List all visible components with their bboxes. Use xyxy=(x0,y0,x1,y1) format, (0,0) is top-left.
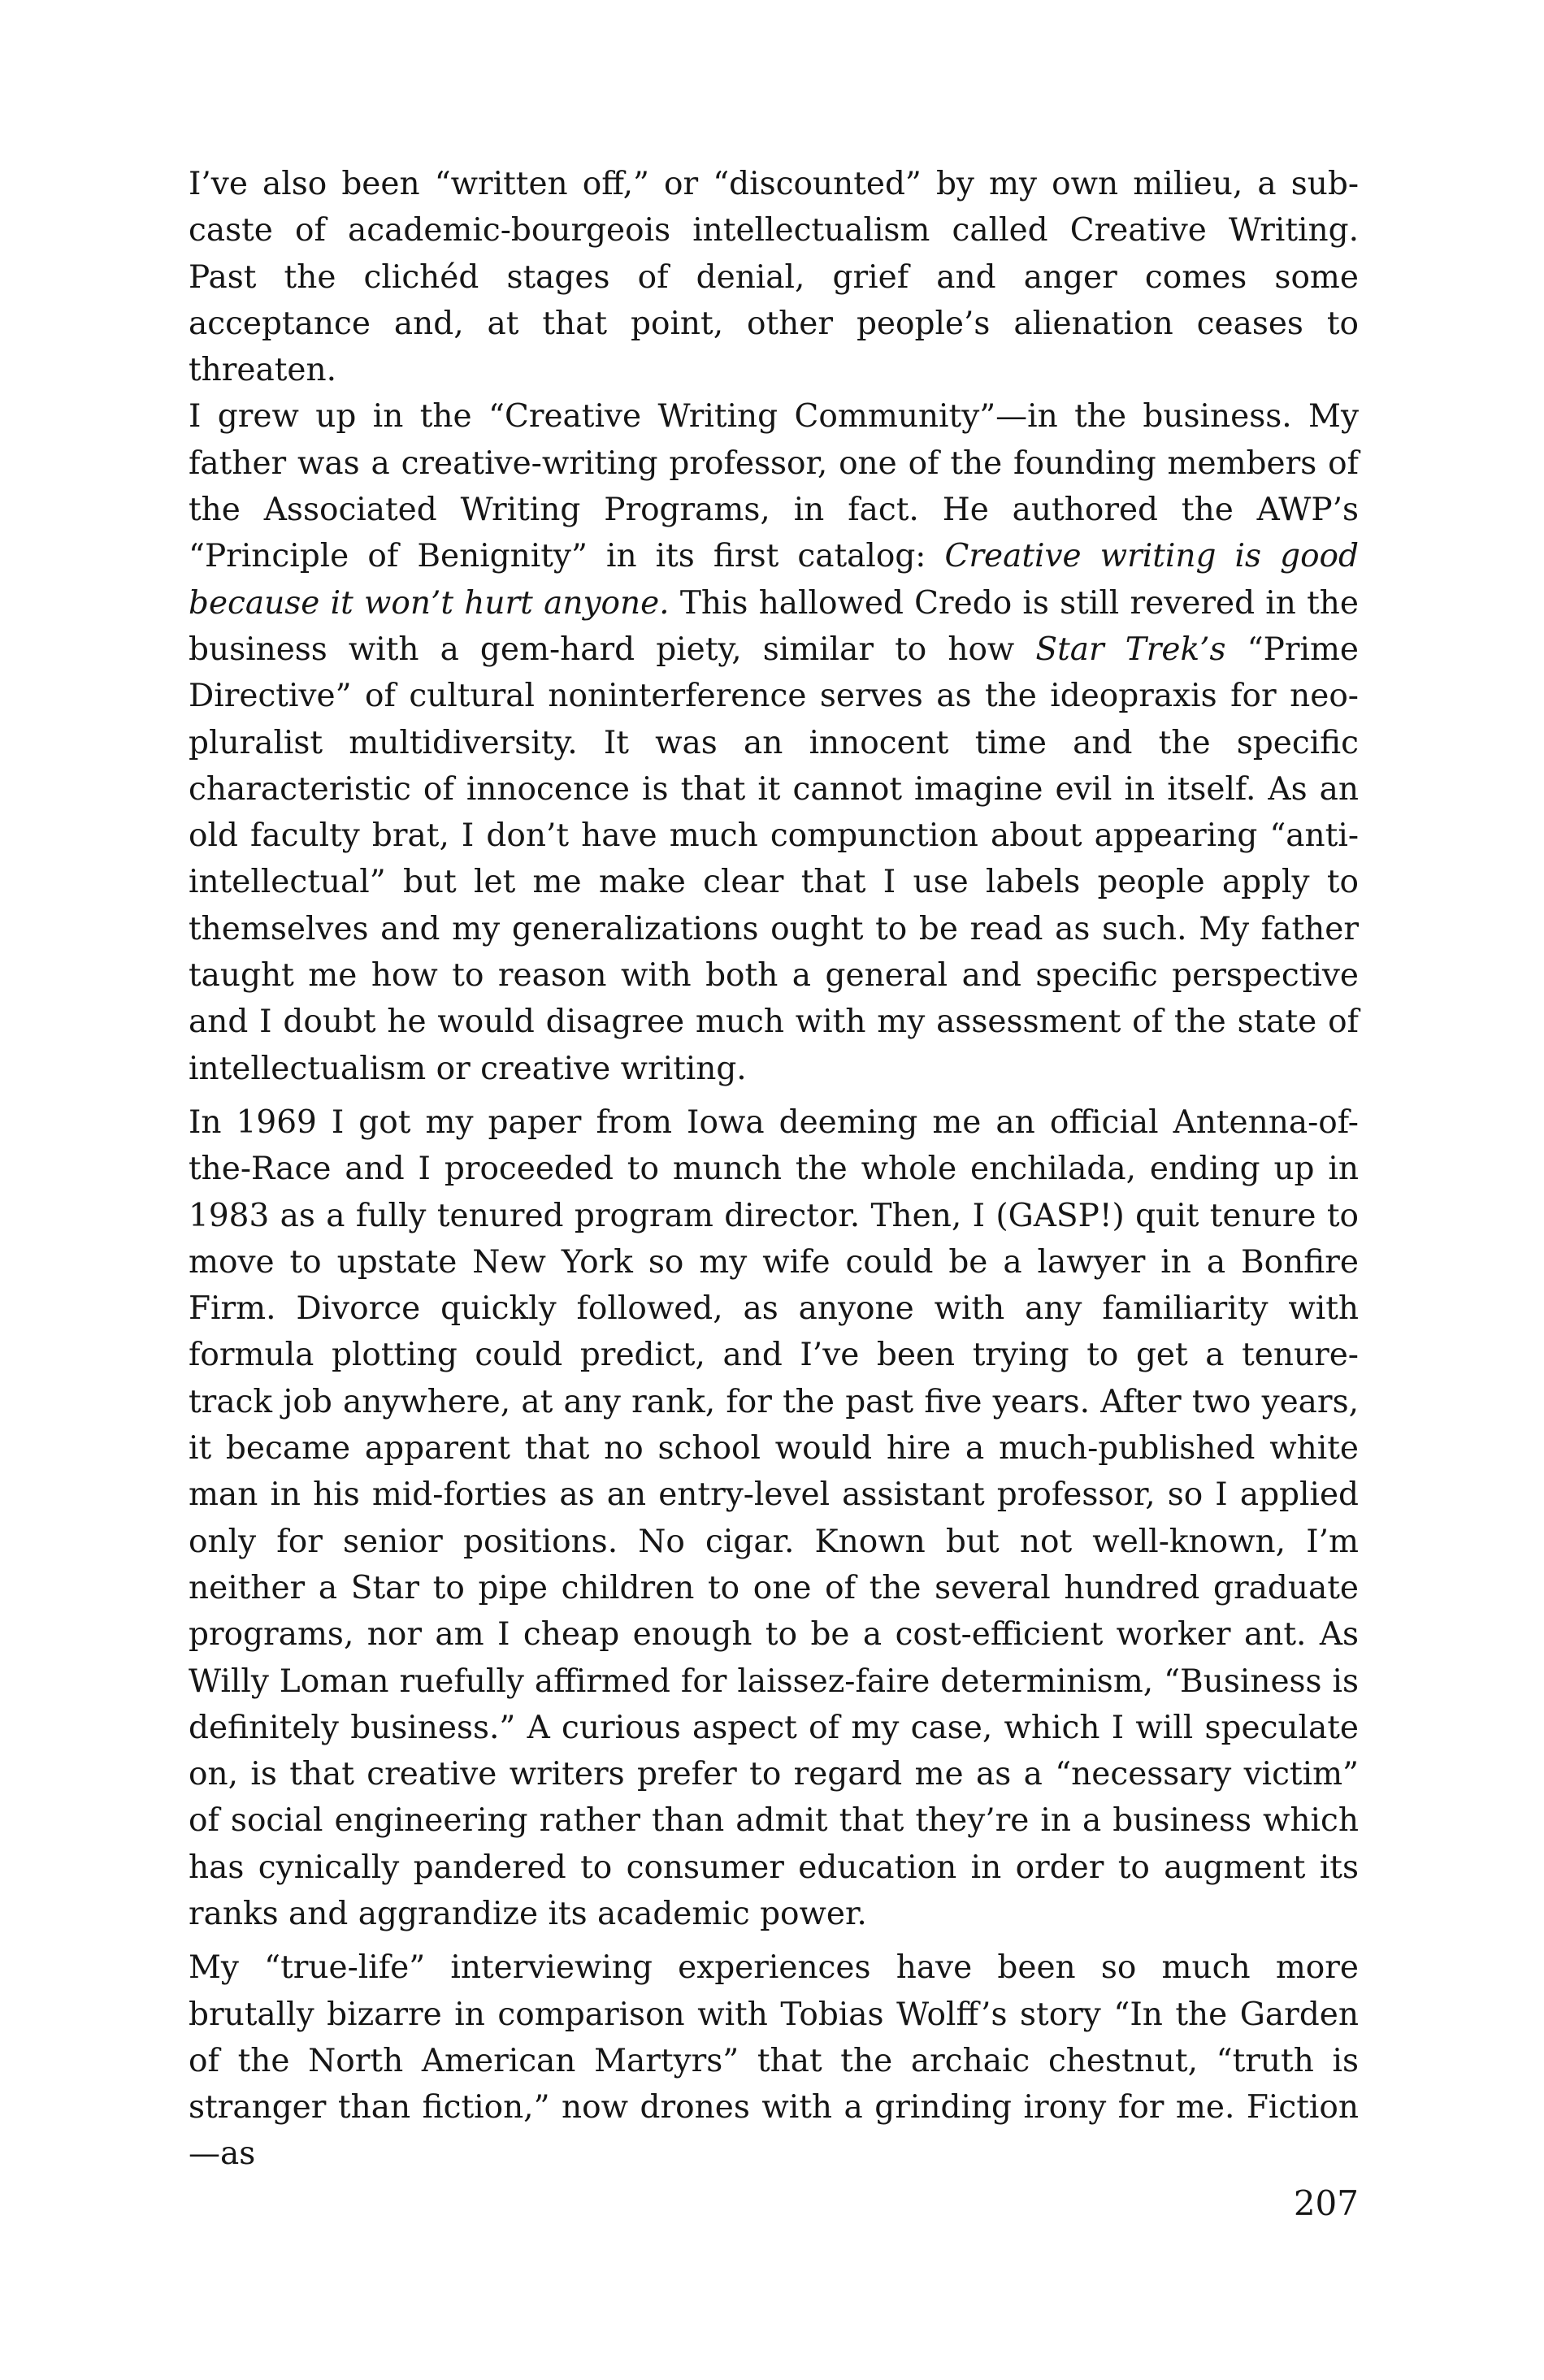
paragraph-1: I’ve also been “written off,” or “discounted” by my own milieu, a sub-caste of academic-bourgeois intellectualism called Creative Writing. Past the clichéd stages of denial, grief and anger comes some acceptance and, at that point, other people’s alienation ceases to threaten. xyxy=(189,166,1359,389)
paragraph-2-text-a: I grew up in the “Creative Writing Community”—in the business. My father was a creative-writing professor, one of the founding members of the Associated Writing Programs, in fact. He authored the AWP’s “Principle of Benignity” in its first catalog: xyxy=(189,398,1359,575)
body-text xyxy=(189,161,1359,2178)
paragraph-3: In 1969 I got my paper from Iowa deeming me an official Antenna-of-the-Race and I proceeded to munch the whole enchilada, ending up in 1983 as a fully tenured program director. Then, I (GASP!) quit tenure to move to upstate New York so my wife could be a lawyer in a Bonfire Firm. Divorce quickly followed, as anyone with any familiarity with formula plotting could predict, and I’ve been trying to get a tenure-track job anywhere, at any rank, for the past five years. After two years, it became apparent that no school would hire a much-published white man in his mid-forties as an entry-level assistant professor, so I applied only for senior positions. No cigar. Known but not well-known, I’m neither a Star to pipe children to one of the several hundred graduate programs, nor am I cheap enough to be a cost-efficient worker ant. As Willy Loman ruefully affirmed for laissez-faire determinism, “Business is definitely business.” A curious aspect of my case, which I will speculate on, is that creative writers prefer to regard me as a “necessary victim” of social engineering rather than admit that they’re in a business which has cynically pandered to consumer education in order to augment its ranks and aggrandize its academic power. xyxy=(189,1103,1359,1932)
paragraph-2-text-b: This hallowed Credo is still revered in the business with a gem-hard piety, similar to how xyxy=(189,584,1359,668)
paragraph-2-italic-credo: Creative writing is good because it won’t hurt anyone. xyxy=(189,538,1359,622)
page-number: 207 xyxy=(1293,2183,1359,2223)
paragraph-2-italic-title: Star Trek’s xyxy=(1035,631,1226,668)
paragraph-4: My “true-life” interviewing experiences have been so much more brutally bizarre in comparison with Tobias Wolff’s story “In the Garden of the North American Martyrs” that the archaic chestnut, “truth is stranger than fiction,” now drones with a grinding irony for me. Fiction—as xyxy=(189,1949,1359,2173)
paragraph-2-text-c: “Prime Directive” of cultural noninterference serves as the ideopraxis for neo-pluralist multidiversity. It was an innocent time and the specific characteristic of innocence is that it cannot imagine evil in itself. As an old faculty brat, I don’t have much compunction about appearing “anti-intellectual” but let me make clear that I use labels people apply to themselves and my generalizations ought to be read as such. My father taught me how to reason with both a general and specific perspective and I doubt he would disagree much with my assessment of the state of intellectualism or creative writing. xyxy=(189,631,1359,1087)
paragraph-2 xyxy=(189,393,1359,1091)
